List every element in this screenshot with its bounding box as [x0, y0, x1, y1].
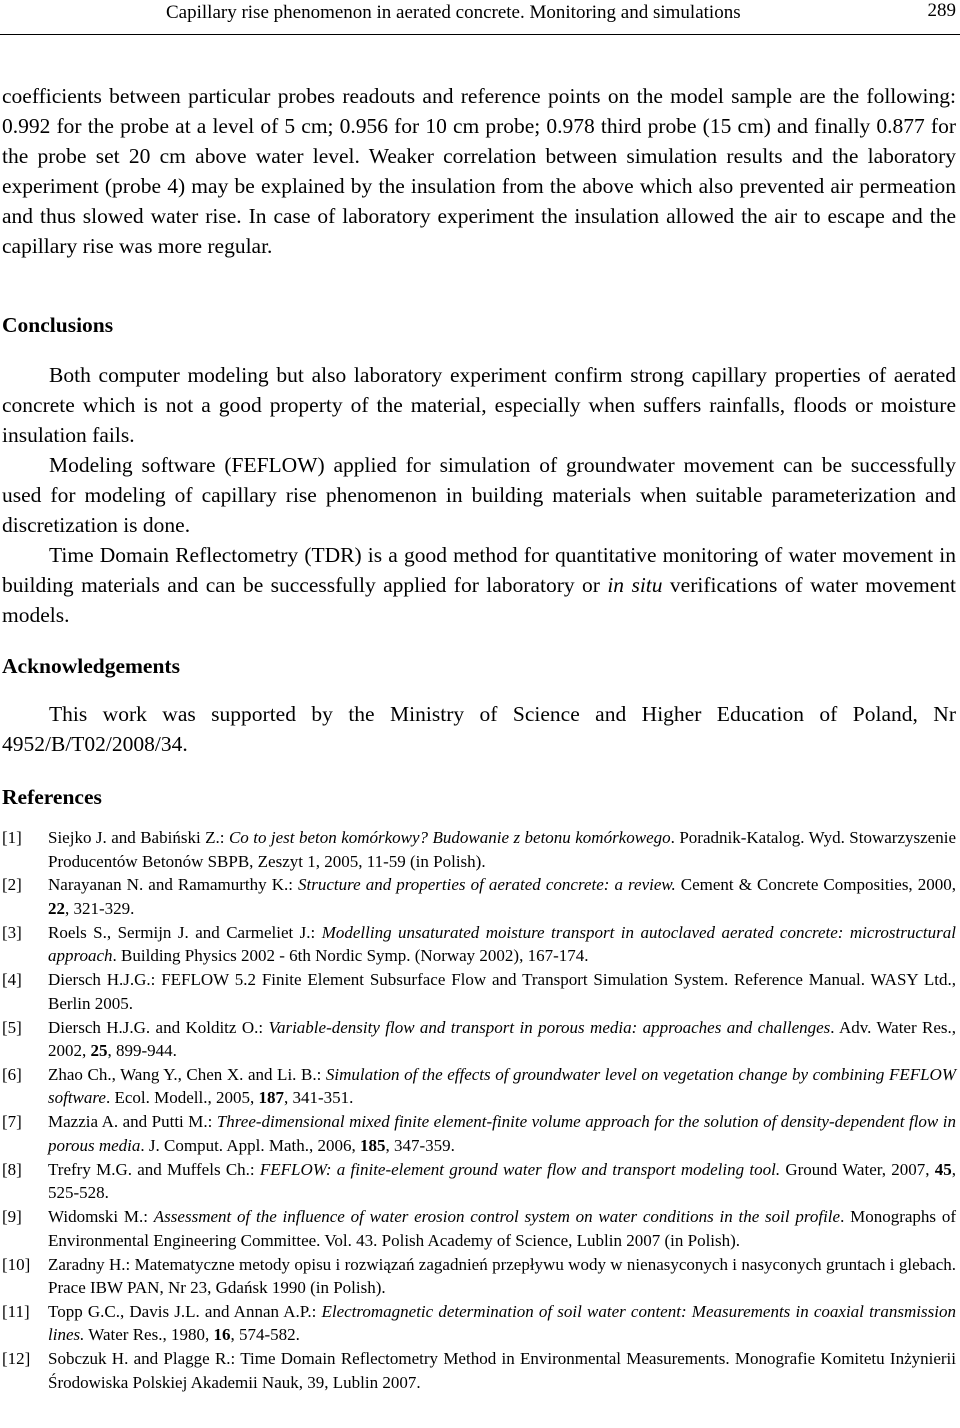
reference-pages: , 899-944. — [107, 1041, 177, 1061]
intro-paragraph — [2, 81, 956, 261]
reference-list — [2, 826, 956, 1395]
reference-source: Cement & Concrete Composities, 2000, — [675, 875, 956, 895]
reference-pages: , 574-582. — [230, 1325, 300, 1345]
reference-item — [2, 873, 956, 920]
reference-authors: Siejko J. and Babiński Z.: — [48, 828, 229, 847]
reference-text — [48, 1253, 956, 1300]
reference-volume: 45 — [934, 1159, 952, 1179]
reference-authors: Trefry M.G. and Muffels Ch.: — [48, 1159, 260, 1179]
reference-number: [12] — [2, 1349, 31, 1369]
reference-authors: Widomski M.: — [48, 1207, 154, 1227]
reference-source: Water Res., 1980, — [84, 1325, 214, 1345]
reference-pages: , 341-351. — [283, 1088, 354, 1108]
reference-number: [1] — [2, 828, 22, 847]
conclusions-body — [2, 360, 956, 630]
reference-item — [2, 1063, 956, 1110]
conclusions-p3-italic: in situ — [607, 573, 663, 597]
reference-title: Modelling unsaturated moisture transport in autoclaved aerated concrete: microstructural approach — [48, 922, 956, 966]
reference-text — [48, 1300, 956, 1347]
running-header — [0, 0, 960, 35]
reference-source: . Adv. Water Res., 2002, — [48, 1017, 956, 1061]
running-title: Capillary rise phenomenon in aerated concrete. Monitoring and simulations — [166, 2, 741, 23]
reference-volume: 187 — [258, 1088, 284, 1108]
reference-authors: Zhao Ch., Wang Y., Chen X. and Li. B.: — [48, 1064, 326, 1084]
reference-title: FEFLOW: a finite-element ground water flow and transport modeling tool. — [259, 1159, 781, 1179]
reference-source: . Building Physics 2002 - 6th Nordic Symp. (Norway 2002), 167-174. — [112, 946, 589, 966]
reference-text — [48, 1063, 956, 1110]
reference-item — [2, 1205, 956, 1252]
reference-authors: Diersch H.J.G.: — [48, 970, 162, 990]
reference-number: [2] — [2, 875, 22, 895]
reference-authors: Mazzia A. and Putti M.: — [48, 1112, 217, 1132]
reference-source: . Ecol. Modell., 2005, — [105, 1088, 259, 1108]
intro-text: coefficients between particular probes readouts and reference points on the model sample are the following: 0.992 for the probe at a level of 5 cm; 0.956 for 10 cm probe; 0.978 third probe (15 cm) and finally 0.877 for the probe set 20 cm above water level. Weaker correlation between simulation results and the laboratory experiment (probe 4) may be explained by the insulation from the above which also prevented air permeation and thus slowed water rise. In case of laboratory experiment the insulation allowed the air to escape and the capillary rise was more regular. — [2, 84, 956, 258]
reference-title: Simulation of the effects of groundwater level on vegetation change by combining FEFLOW software — [48, 1064, 956, 1108]
reference-item — [2, 1016, 956, 1063]
reference-item — [2, 1347, 956, 1394]
reference-number: [9] — [2, 1207, 22, 1227]
reference-number: [4] — [2, 970, 22, 990]
acknowledgements-heading: Acknowledgements — [2, 654, 180, 678]
reference-text — [48, 1158, 956, 1205]
reference-authors: Zaradny H.: — [48, 1254, 135, 1274]
reference-title: Electromagnetic determination of soil water content: Measurements in coaxial transmission lines. — [48, 1301, 956, 1345]
reference-pages: , 347-359. — [385, 1135, 455, 1155]
reference-number: [10] — [2, 1254, 31, 1274]
conclusions-paragraph-1: Both computer modeling but also laboratory experiment confirm strong capillary properties of aerated concrete which is not a good property of the material, especially when suffers rainfalls, floods or moisture insulation fails. — [2, 363, 956, 447]
reference-number: [11] — [2, 1301, 30, 1321]
reference-authors: Topp G.C., Davis J.L. and Annan A.P.: — [48, 1301, 322, 1321]
reference-title: Structure and properties of aerated concrete: a review. — [298, 875, 676, 895]
conclusions-paragraph-2: Modeling software (FEFLOW) applied for simulation of groundwater movement can be successfully used for modeling of capillary rise phenomenon in building materials when suitable parameterization and discretization is done. — [2, 453, 956, 537]
reference-source: . Monographs of Environmental Engineering Committee. Vol. 43. Polish Academy of Science, Lublin 2007 (in Polish). — [48, 1207, 956, 1250]
reference-item — [2, 1158, 956, 1205]
reference-source: FEFLOW 5.2 Finite Element Subsurface Flow and Transport Simulation System. Reference Manual. WASY Ltd., Berlin 2005. — [48, 970, 956, 1013]
reference-text — [48, 1205, 956, 1252]
reference-source: . J. Comput. Appl. Math., 2006, — [140, 1135, 361, 1155]
references-heading: References — [2, 785, 102, 809]
reference-number: [8] — [2, 1159, 22, 1179]
reference-number: [3] — [2, 922, 22, 942]
page-number: 289 — [927, 0, 956, 21]
reference-authors: Sobczuk H. and Plagge R.: — [48, 1349, 241, 1369]
reference-item — [2, 1253, 956, 1300]
reference-title: Co to jest beton komórkowy? Budowanie z betonu komórkowego — [228, 828, 671, 847]
acknowledgements-body — [2, 699, 956, 759]
reference-title: Variable-density flow and transport in porous media: approaches and challenges — [268, 1017, 831, 1037]
reference-text — [48, 921, 956, 968]
reference-text — [48, 826, 956, 873]
reference-text — [48, 968, 956, 1015]
reference-text — [48, 1016, 956, 1063]
reference-volume: 25 — [90, 1041, 108, 1061]
conclusions-heading: Conclusions — [2, 313, 114, 337]
conclusions-p3-start: Time Domain Reflectometry (TDR) is a good method for quantitative monitoring of water movement in building materials and can be successfully applied for laboratory or — [2, 543, 956, 597]
reference-item — [2, 968, 956, 1015]
reference-number: [7] — [2, 1112, 22, 1132]
reference-text — [48, 1347, 956, 1394]
reference-volume: 185 — [360, 1135, 386, 1155]
reference-source: Time Domain Reflectometry Method in Environmental Measurements. Monografie Komitetu Inżynierii Środowiska Polskiej Akademii Nauk, 39, Lublin 2007. — [48, 1349, 956, 1392]
reference-item — [2, 1300, 956, 1347]
conclusions-p3-end: verifications of water movement models. — [2, 573, 956, 627]
reference-pages: , 525-528. — [48, 1159, 957, 1203]
reference-volume: 16 — [213, 1325, 231, 1345]
reference-source: Ground Water, 2007, — [780, 1159, 935, 1179]
reference-text — [48, 1110, 956, 1157]
reference-number: [5] — [2, 1017, 22, 1037]
reference-item — [2, 1110, 956, 1157]
reference-title: Three-dimensional mixed finite element-finite volume approach for the solution of density-dependent flow in porous media — [48, 1112, 956, 1155]
reference-text — [48, 873, 956, 920]
reference-authors: Roels S., Sermijn J. and Carmeliet J.: — [48, 922, 322, 942]
reference-volume: 22 — [48, 898, 65, 918]
reference-authors: Diersch H.J.G. and Kolditz O.: — [48, 1017, 269, 1037]
reference-source: . Poradnik-Katalog. Wyd. Stowarzyszenie Producentów Betonów SBPB, Zeszyt 1, 2005, 11-59 (in Polish). — [48, 828, 956, 871]
reference-item — [2, 826, 956, 873]
reference-pages: , 321-329. — [65, 898, 135, 918]
conclusions-paragraph-3 — [2, 540, 956, 630]
reference-title: Assessment of the influence of water erosion control system on water conditions in the soil profile — [153, 1207, 841, 1227]
reference-item — [2, 921, 956, 968]
reference-number: [6] — [2, 1064, 22, 1084]
reference-authors: Narayanan N. and Ramamurthy K.: — [48, 875, 299, 895]
reference-source: Matematyczne metody opisu i rozwiązań zagadnień przepływu wody w nienasyconych i nasyconych gruntach i glebach. Prace IBW PAN, Nr 23, Gdańsk 1990 (in Polish). — [48, 1254, 956, 1298]
acknowledgements-text: This work was supported by the Ministry of Science and Higher Education of Poland, Nr 4952/B/T02/2008/34. — [2, 702, 956, 756]
